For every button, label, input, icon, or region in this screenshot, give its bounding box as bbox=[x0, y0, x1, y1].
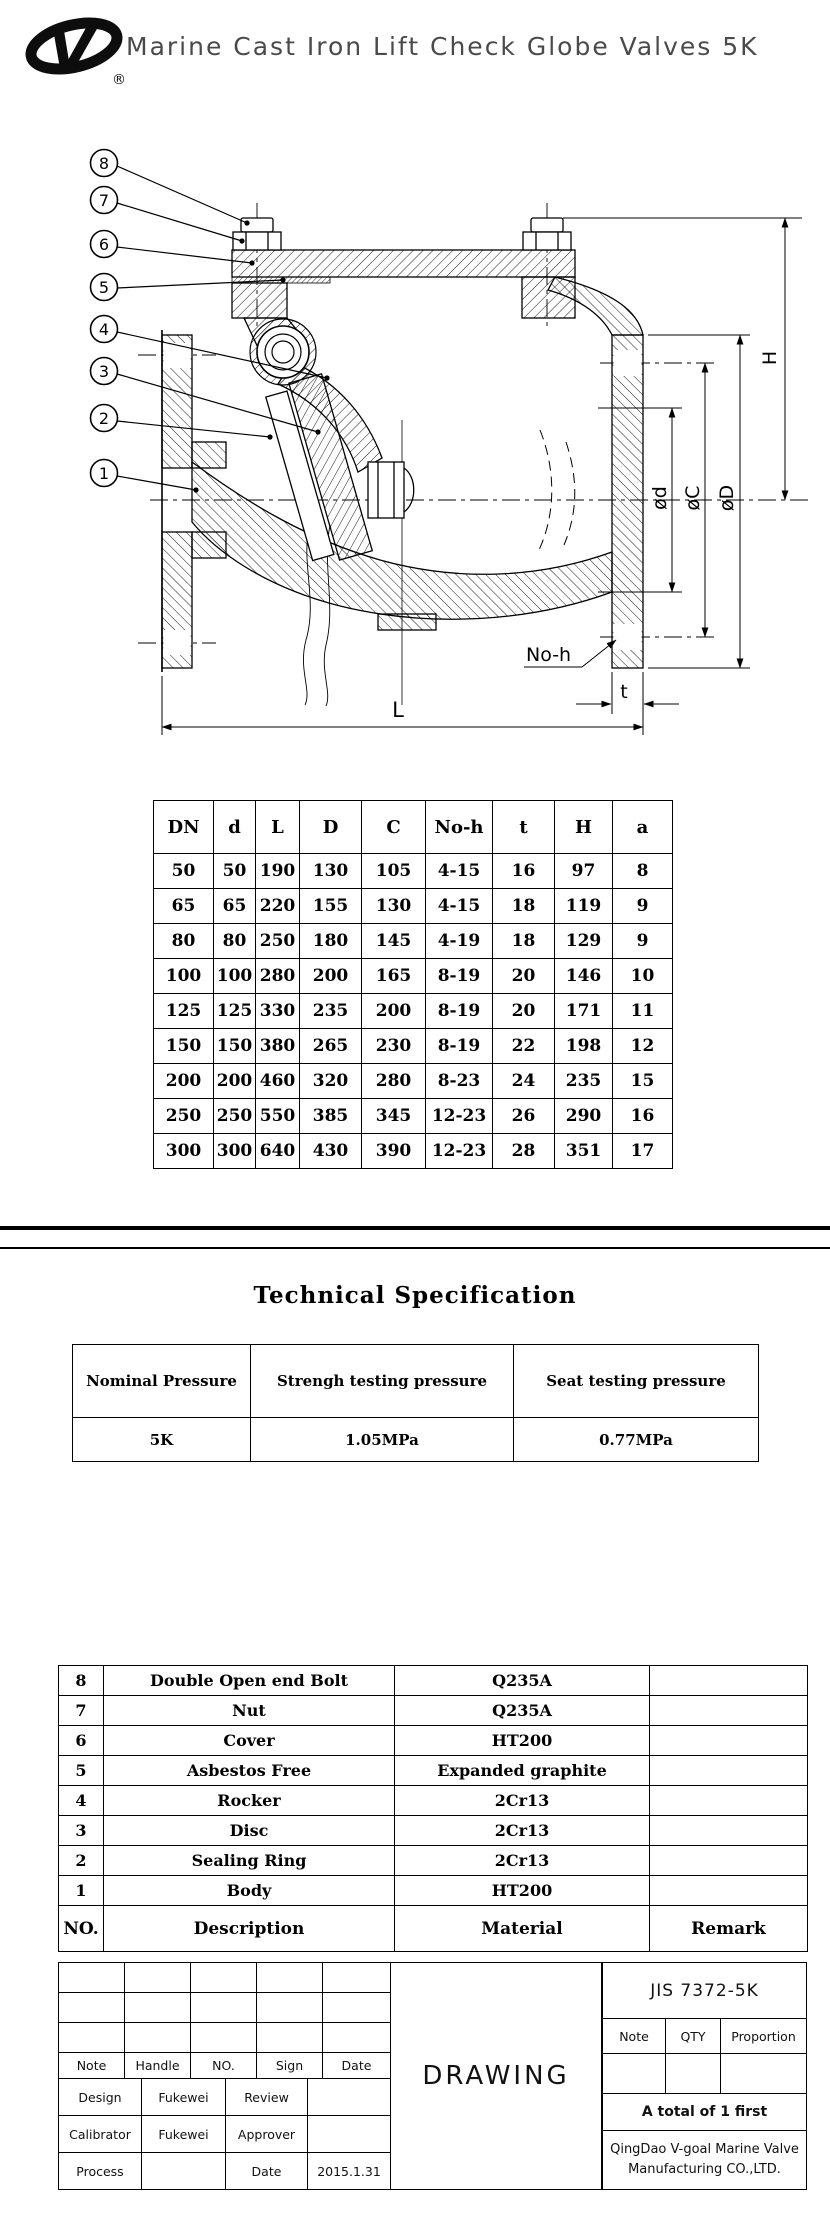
part-material: Q235A bbox=[395, 1696, 650, 1726]
part-remark bbox=[650, 1876, 808, 1906]
cell: 200 bbox=[300, 959, 362, 994]
cell: 235 bbox=[300, 994, 362, 1029]
dim-label-L: L bbox=[392, 698, 404, 722]
callout-5: 5 bbox=[98, 278, 110, 297]
grid-cell bbox=[58, 1962, 125, 1993]
col-header: Seat testing pressure bbox=[514, 1345, 759, 1418]
dim-label-t: t bbox=[620, 681, 628, 703]
approver-value bbox=[307, 2115, 391, 2153]
cell: 130 bbox=[362, 889, 426, 924]
tech-spec-title: Technical Specification bbox=[253, 1282, 577, 1309]
cell: 265 bbox=[300, 1029, 362, 1064]
section-divider-thick bbox=[0, 1226, 830, 1230]
col-header: D bbox=[300, 801, 362, 854]
handle-label: Handle bbox=[124, 2052, 191, 2079]
disc-nut bbox=[368, 462, 414, 518]
drawing-type-label: DRAWING bbox=[390, 1962, 602, 2190]
cell: 20 bbox=[493, 959, 555, 994]
page-title: Marine Cast Iron Lift Check Globe Valves 5K bbox=[126, 32, 759, 61]
cell: 165 bbox=[362, 959, 426, 994]
part-remark bbox=[650, 1846, 808, 1876]
cell: 345 bbox=[362, 1099, 426, 1134]
part-remark bbox=[650, 1786, 808, 1816]
table-row bbox=[154, 1029, 673, 1064]
cell: 280 bbox=[256, 959, 300, 994]
cell: 4-19 bbox=[426, 924, 493, 959]
part-no: 8 bbox=[59, 1666, 104, 1696]
table-row bbox=[154, 889, 673, 924]
tech-spec-header bbox=[73, 1345, 759, 1418]
cell: 28 bbox=[493, 1134, 555, 1169]
grid-cell bbox=[256, 2022, 323, 2053]
col-header: Material bbox=[395, 1906, 650, 1952]
cell: 80 bbox=[214, 924, 256, 959]
cell: 330 bbox=[256, 994, 300, 1029]
cell: 550 bbox=[256, 1099, 300, 1134]
cell: 460 bbox=[256, 1064, 300, 1099]
cell: 16 bbox=[613, 1099, 673, 1134]
cell: 390 bbox=[362, 1134, 426, 1169]
col-header: DN bbox=[154, 801, 214, 854]
part-row bbox=[59, 1726, 808, 1756]
cell: 125 bbox=[214, 994, 256, 1029]
dim-label-od: ød bbox=[649, 486, 671, 510]
grid-cell bbox=[124, 1992, 191, 2023]
standard-designation: JIS 7372-5K bbox=[602, 1962, 807, 2019]
dim-label-H: H bbox=[759, 350, 781, 366]
part-material: Expanded graphite bbox=[395, 1756, 650, 1786]
cell: 150 bbox=[214, 1029, 256, 1064]
grid-cell bbox=[124, 2022, 191, 2053]
company-name bbox=[602, 2130, 807, 2190]
cell: 190 bbox=[256, 854, 300, 889]
proportion-value bbox=[720, 2053, 807, 2094]
cell: 180 bbox=[300, 924, 362, 959]
cell: 65 bbox=[154, 889, 214, 924]
qty-col-header: QTY bbox=[665, 2018, 721, 2054]
cell: 8-19 bbox=[426, 959, 493, 994]
part-row bbox=[59, 1816, 808, 1846]
cell: 640 bbox=[256, 1134, 300, 1169]
col-header: Description bbox=[104, 1906, 395, 1952]
part-row bbox=[59, 1696, 808, 1726]
cell: 0.77MPa bbox=[514, 1418, 759, 1462]
cell: 385 bbox=[300, 1099, 362, 1134]
cell: 1.05MPa bbox=[251, 1418, 514, 1462]
cell: 145 bbox=[362, 924, 426, 959]
grid-cell bbox=[190, 1962, 257, 1993]
part-description: Nut bbox=[104, 1696, 395, 1726]
cell: 320 bbox=[300, 1064, 362, 1099]
cell: 24 bbox=[493, 1064, 555, 1099]
cell: 80 bbox=[154, 924, 214, 959]
part-no: 3 bbox=[59, 1816, 104, 1846]
company-line-1: QingDao V-goal Marine Valve bbox=[610, 2141, 799, 2157]
part-description: Sealing Ring bbox=[104, 1846, 395, 1876]
cell: 10 bbox=[613, 959, 673, 994]
process-label: Process bbox=[58, 2152, 142, 2190]
table-row bbox=[154, 959, 673, 994]
note-label: Note bbox=[58, 2052, 125, 2079]
cell: 97 bbox=[555, 854, 613, 889]
cell: 146 bbox=[555, 959, 613, 994]
note-col-header: Note bbox=[602, 2018, 666, 2054]
col-header: t bbox=[493, 801, 555, 854]
cell: 50 bbox=[154, 854, 214, 889]
design-value: Fukewei bbox=[141, 2078, 226, 2116]
rocker-pin bbox=[250, 319, 316, 385]
company-line-2: Manufacturing CO.,LTD. bbox=[628, 2162, 781, 2177]
col-header: a bbox=[613, 801, 673, 854]
part-description: Double Open end Bolt bbox=[104, 1666, 395, 1696]
col-header: Nominal Pressure bbox=[73, 1345, 251, 1418]
part-remark bbox=[650, 1756, 808, 1786]
part-material: 2Cr13 bbox=[395, 1786, 650, 1816]
cell: 12 bbox=[613, 1029, 673, 1064]
part-material: 2Cr13 bbox=[395, 1816, 650, 1846]
col-header: L bbox=[256, 801, 300, 854]
cell: 105 bbox=[362, 854, 426, 889]
part-row bbox=[59, 1756, 808, 1786]
grid-cell bbox=[58, 2022, 125, 2053]
cell: 12-23 bbox=[426, 1099, 493, 1134]
section-divider-thin bbox=[0, 1247, 830, 1249]
col-header: NO. bbox=[59, 1906, 104, 1952]
body-right-flange bbox=[612, 335, 643, 668]
cell: 129 bbox=[555, 924, 613, 959]
cell: 4-15 bbox=[426, 854, 493, 889]
date-field-label: Date bbox=[225, 2152, 308, 2190]
part-no: 7 bbox=[59, 1696, 104, 1726]
cell: 171 bbox=[555, 994, 613, 1029]
cell: 4-15 bbox=[426, 889, 493, 924]
grid-cell bbox=[190, 2022, 257, 2053]
part-remark bbox=[650, 1816, 808, 1846]
cell: 22 bbox=[493, 1029, 555, 1064]
col-header: d bbox=[214, 801, 256, 854]
cell: 18 bbox=[493, 889, 555, 924]
table-row bbox=[154, 1134, 673, 1169]
cover-bolts bbox=[233, 218, 571, 250]
cell: 300 bbox=[154, 1134, 214, 1169]
part-material: 2Cr13 bbox=[395, 1846, 650, 1876]
cell: 20 bbox=[493, 994, 555, 1029]
cell: 280 bbox=[362, 1064, 426, 1099]
cell: 130 bbox=[300, 854, 362, 889]
date-value: 2015.1.31 bbox=[307, 2152, 391, 2190]
dimension-table-header bbox=[154, 801, 673, 854]
dimension-labels bbox=[392, 351, 781, 722]
cell: 8 bbox=[613, 854, 673, 889]
cell: 9 bbox=[613, 889, 673, 924]
cell: 119 bbox=[555, 889, 613, 924]
cell: 250 bbox=[256, 924, 300, 959]
sheet-total: A total of 1 first bbox=[602, 2093, 807, 2131]
part-row bbox=[59, 1876, 808, 1906]
part-remark bbox=[650, 1666, 808, 1696]
cell: 8-19 bbox=[426, 994, 493, 1029]
table-row bbox=[154, 994, 673, 1029]
grid-cell bbox=[190, 1992, 257, 2023]
grid-cell bbox=[322, 1992, 391, 2023]
cell: 250 bbox=[214, 1099, 256, 1134]
date-label: Date bbox=[322, 2052, 391, 2079]
note-value bbox=[602, 2053, 666, 2094]
grid-cell bbox=[124, 1962, 191, 1993]
calibrator-label: Calibrator bbox=[58, 2115, 142, 2153]
approver-label: Approver bbox=[225, 2115, 308, 2153]
tech-spec-table bbox=[72, 1344, 759, 1462]
table-row bbox=[154, 854, 673, 889]
calibrator-value: Fukewei bbox=[141, 2115, 226, 2153]
part-remark bbox=[650, 1696, 808, 1726]
grid-cell bbox=[256, 1962, 323, 1993]
callout-3: 3 bbox=[98, 362, 110, 381]
review-label: Review bbox=[225, 2078, 308, 2116]
cell: 235 bbox=[555, 1064, 613, 1099]
table-row bbox=[154, 1099, 673, 1134]
part-no: 6 bbox=[59, 1726, 104, 1756]
parts-list-footer bbox=[59, 1906, 808, 1952]
dim-label-no-h: No-h bbox=[526, 644, 572, 666]
part-material: HT200 bbox=[395, 1876, 650, 1906]
cell: 150 bbox=[154, 1029, 214, 1064]
col-header: Remark bbox=[650, 1906, 808, 1952]
cell: 26 bbox=[493, 1099, 555, 1134]
cell: 230 bbox=[362, 1029, 426, 1064]
cell: 15 bbox=[613, 1064, 673, 1099]
cell: 351 bbox=[555, 1134, 613, 1169]
cell: 65 bbox=[214, 889, 256, 924]
col-header: C bbox=[362, 801, 426, 854]
cell: 12-23 bbox=[426, 1134, 493, 1169]
part-description: Disc bbox=[104, 1816, 395, 1846]
part-no: 2 bbox=[59, 1846, 104, 1876]
cell: 220 bbox=[256, 889, 300, 924]
cell: 200 bbox=[154, 1064, 214, 1099]
callout-7: 7 bbox=[98, 191, 110, 210]
cell: 18 bbox=[493, 924, 555, 959]
cell: 5K bbox=[73, 1418, 251, 1462]
grid-cell bbox=[322, 1962, 391, 1993]
vgoal-logo bbox=[24, 10, 128, 88]
registered-mark: ® bbox=[112, 72, 126, 88]
cell: 250 bbox=[154, 1099, 214, 1134]
review-value bbox=[307, 2078, 391, 2116]
col-header: Strengh testing pressure bbox=[251, 1345, 514, 1418]
cell: 50 bbox=[214, 854, 256, 889]
part-description: Rocker bbox=[104, 1786, 395, 1816]
valve-section-drawing bbox=[0, 95, 830, 760]
cell: 200 bbox=[362, 994, 426, 1029]
proportion-col-header: Proportion bbox=[720, 2018, 807, 2054]
part-row bbox=[59, 1666, 808, 1696]
cell: 200 bbox=[214, 1064, 256, 1099]
tech-spec-values bbox=[73, 1418, 759, 1462]
callout-2: 2 bbox=[98, 409, 110, 428]
grid-cell bbox=[58, 1992, 125, 2023]
cell: 125 bbox=[154, 994, 214, 1029]
callout-1: 1 bbox=[98, 464, 110, 483]
col-header: H bbox=[555, 801, 613, 854]
no-label: NO. bbox=[190, 2052, 257, 2079]
dimension-table bbox=[153, 800, 673, 1169]
cell: 380 bbox=[256, 1029, 300, 1064]
grid-cell bbox=[322, 2022, 391, 2053]
callout-6: 6 bbox=[98, 235, 110, 254]
cell: 11 bbox=[613, 994, 673, 1029]
part-remark bbox=[650, 1726, 808, 1756]
part-material: Q235A bbox=[395, 1666, 650, 1696]
sign-label: Sign bbox=[256, 2052, 323, 2079]
cell: 16 bbox=[493, 854, 555, 889]
part-description: Cover bbox=[104, 1726, 395, 1756]
cell: 430 bbox=[300, 1134, 362, 1169]
cell: 17 bbox=[613, 1134, 673, 1169]
dim-label-oC: øC bbox=[682, 485, 704, 511]
design-label: Design bbox=[58, 2078, 142, 2116]
cell: 100 bbox=[154, 959, 214, 994]
dim-label-oD: øD bbox=[716, 484, 738, 512]
cell: 155 bbox=[300, 889, 362, 924]
col-header: No-h bbox=[426, 801, 493, 854]
svg-text:V: V bbox=[48, 15, 95, 85]
cell: 8-23 bbox=[426, 1064, 493, 1099]
callout-8: 8 bbox=[98, 154, 110, 173]
cell: 100 bbox=[214, 959, 256, 994]
cell: 9 bbox=[613, 924, 673, 959]
part-no: 4 bbox=[59, 1786, 104, 1816]
parts-list-table bbox=[58, 1665, 808, 1952]
part-row bbox=[59, 1846, 808, 1876]
table-row bbox=[154, 924, 673, 959]
part-material: HT200 bbox=[395, 1726, 650, 1756]
cell: 300 bbox=[214, 1134, 256, 1169]
part-no: 5 bbox=[59, 1756, 104, 1786]
cell: 8-19 bbox=[426, 1029, 493, 1064]
process-value bbox=[141, 2152, 226, 2190]
cell: 198 bbox=[555, 1029, 613, 1064]
part-no: 1 bbox=[59, 1876, 104, 1906]
grid-cell bbox=[256, 1992, 323, 2023]
part-description: Asbestos Free bbox=[104, 1756, 395, 1786]
part-row bbox=[59, 1786, 808, 1816]
callout-4: 4 bbox=[98, 320, 110, 339]
cell: 290 bbox=[555, 1099, 613, 1134]
qty-value bbox=[665, 2053, 721, 2094]
table-row bbox=[154, 1064, 673, 1099]
part-description: Body bbox=[104, 1876, 395, 1906]
